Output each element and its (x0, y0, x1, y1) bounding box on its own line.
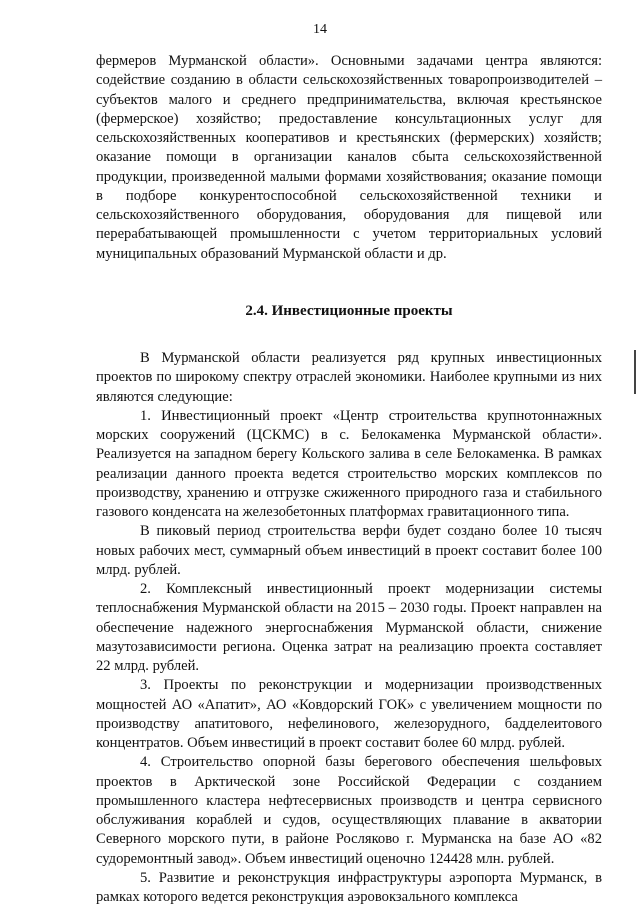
paragraph-project-1-jobs: В пиковый период строительства верфи будет создано более 10 тысяч новых рабочих мест, суммарный объем инвестиций в проект составит более 100 млрд. рублей. (96, 523, 602, 578)
paragraph-project-3: 3. Проекты по реконструкции и модернизации производственных мощностей АО «Апатит», АО «Ковдорский ГОК» с увеличением мощности по производству апатитового, нефелинового, железорудного, бадделеитового концентратов. Объем инвестиций в проект составит более 60 млрд. рублей. (96, 677, 602, 751)
paragraph-project-1: 1. Инвестиционный проект «Центр строительства крупнотоннажных морских сооружений (ЦСКМС) в с. Белокаменка Мурманской области». Реализуется на западном берегу Кольского залива в селе Белокаменка. В рамках реализации данного проекта ведется строительство морских комплексов по производству, хранению и отгрузке сжиженного природного газа и стабильного газового конденсата на железобетонных платформах гравитационного типа. (96, 407, 602, 520)
paragraph-intro-projects: В Мурманской области реализуется ряд крупных инвестиционных проектов по широкому спектру отраслей экономики. Наиболее крупными из них являются следующие: (96, 350, 602, 405)
document-body (96, 52, 602, 907)
paragraph-project-5: 5. Развитие и реконструкция инфраструктуры аэропорта Мурманск, в рамках которого ведется реконструкция аэровокзального комплекса (96, 869, 602, 905)
section-heading: 2.4. Инвестиционные проекты (245, 302, 453, 319)
page-number: 14 (313, 22, 327, 37)
intro-paragraph: фермеров Мурманской области». Основными задачами центра являются: содействие созданию в области сельскохозяйственных товаропроизводителей – субъектов малого и среднего предпринимательства, включая крестьянское (фермерское) хозяйство; предоставление консультационных услуг для сельскохозяйственных кооперативов и крестьянских (фермерских) хозяйств; оказание помощи в организации каналов сбыта сельскохозяйственной продукции, произведенной малыми формами хозяйствования; оказание помощи в подборе конкурентоспособной сельскохозяйственной техники и сельскохозяйственного оборудования, оборудования для пищевой или перерабатывающей промышленности с учетом территориальных условий муниципальных образований Мурманской области и др. (96, 53, 602, 262)
paragraph-project-2: 2. Комплексный инвестиционный проект модернизации системы теплоснабжения Мурманской области на 2015 – 2030 годы. Проект направлен на обеспечение надежного энергоснабжения Мурманской области, снижение мазутозависимости региона. Оценка затрат на реализацию проекта составляет 22 млрд. рублей. (96, 581, 602, 674)
scan-margin-mark (634, 350, 636, 394)
paragraph-project-4: 4. Строительство опорной базы берегового обеспечения шельфовых проектов в Арктической зоне Российской Федерации с созданием промышленного кластера нефтесервисных производств и центра сервисного обслуживания кораблей и судов, осуществляющих плавание в акватории Северного морского пути, в районе Росляково г. Мурманска на базе АО «82 судоремонтный завод». Объем инвестиций оценочно 124428 млн. рублей. (96, 754, 602, 867)
